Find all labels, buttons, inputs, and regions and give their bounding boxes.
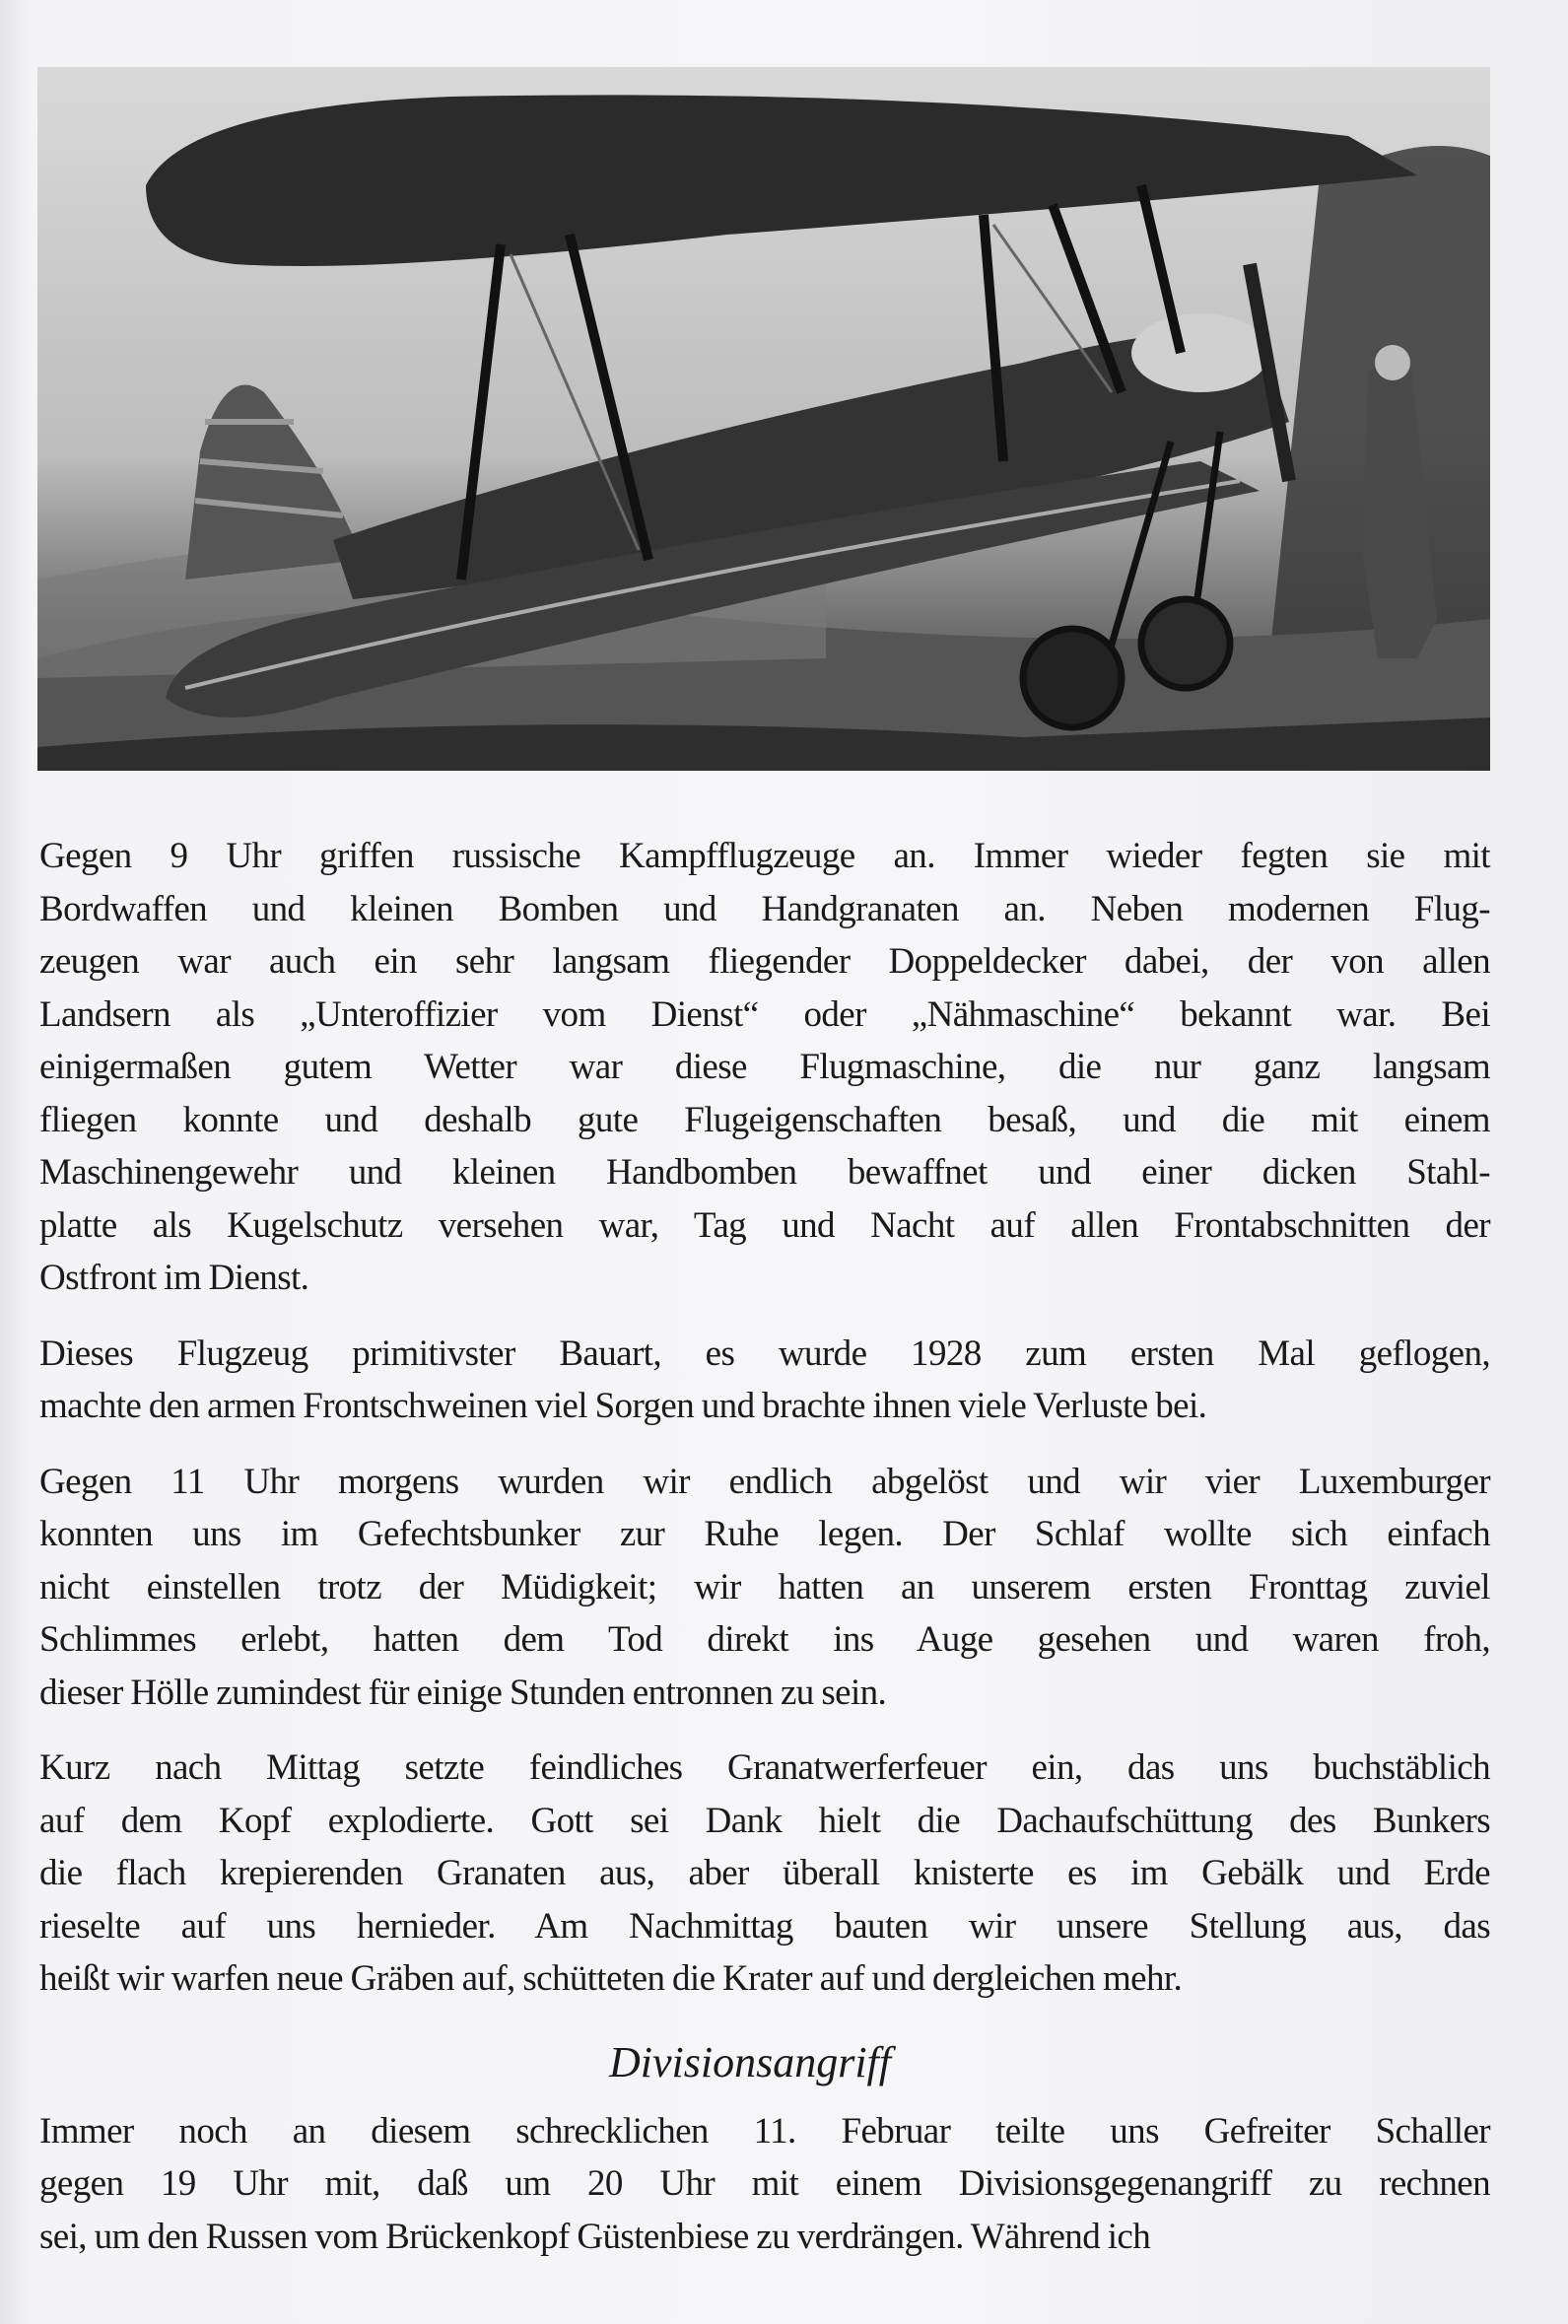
biplane-photograph — [37, 67, 1490, 771]
text-line: gegen 19 Uhr mit, daß um 20 Uhr mit einem Divisionsgegenangriff zu rechnen — [39, 2163, 1490, 2204]
paragraph — [39, 1742, 1490, 2006]
text-line: Bordwaffen und kleinen Bomben und Handgranaten an. Neben modernen Flug- — [39, 888, 1490, 929]
text-line: dieser Hölle zumindest für einige Stunden entronnen zu sein. — [39, 1672, 887, 1713]
text-line: Maschinengewehr und kleinen Handbomben bewaffnet und einer dicken Stahl- — [39, 1152, 1490, 1193]
text-line: fliegen konnte und deshalb gute Flugeigenschaften besaß, und die mit einem — [39, 1099, 1490, 1140]
text-line: einigermaßen gutem Wetter war diese Flugmaschine, die nur ganz langsam — [39, 1047, 1490, 1087]
paragraph — [39, 1328, 1490, 1433]
biplane-photo-image — [37, 67, 1490, 771]
text-line: die flach krepierenden Granaten aus, aber überall knisterte es im Gebälk und Erde — [39, 1853, 1490, 1893]
section-heading: Divisionsangriff — [608, 2037, 892, 2086]
text-line: Gegen 9 Uhr griffen russische Kampfflugzeuge an. Immer wieder fegten sie mit — [39, 836, 1490, 876]
text-line: Schlimmes erlebt, hatten dem Tod direkt ins Auge gesehen und waren froh, — [39, 1619, 1490, 1660]
text-line: konnten uns im Gefechtsbunker zur Ruhe legen. Der Schlaf wollte sich einfach — [39, 1514, 1490, 1554]
text-line: rieselte auf uns hernieder. Am Nachmittag bauten wir unsere Stellung aus, das — [39, 1905, 1490, 1947]
text-line: Landsern als „Unteroffizier vom Dienst“ oder „Nähmaschine“ bekannt war. Bei — [39, 993, 1490, 1035]
text-line: sei, um den Russen vom Brückenkopf Güstenbiese zu verdrängen. Während ich — [39, 2216, 1151, 2257]
paragraph — [39, 830, 1490, 1305]
text-line: Dieses Flugzeug primitivster Bauart, es wurde 1928 zum ersten Mal geflogen, — [39, 1333, 1490, 1374]
paragraph — [39, 1456, 1490, 1720]
text-line: zeugen war auch ein sehr langsam fliegender Doppeldecker dabei, der von allen — [39, 941, 1490, 982]
text-line: heißt wir warfen neue Gräben auf, schütteten die Krater auf und dergleichen mehr. — [39, 1958, 1183, 1999]
text-line: nicht einstellen trotz der Müdigkeit; wir hatten an unserem ersten Fronttag zuviel — [39, 1566, 1490, 1607]
text-line: Ostfront im Dienst. — [39, 1258, 309, 1298]
text-line: Kurz nach Mittag setzte feindliches Granatwerferfeuer ein, das uns buchstäblich — [39, 1747, 1490, 1788]
text-line: platte als Kugelschutz versehen war, Tag und Nacht auf allen Frontabschnitten der — [39, 1204, 1490, 1246]
text-line: Immer noch an diesem schrecklichen 11. Februar teilte uns Gefreiter Schaller — [39, 2110, 1490, 2152]
text-line: machte den armen Frontschweinen viel Sorgen und brachte ihnen viele Verluste bei. — [39, 1386, 1207, 1426]
body-text — [39, 830, 1490, 2286]
paragraph — [39, 2105, 1490, 2264]
text-line: auf dem Kopf explodierte. Gott sei Dank hielt die Dachaufschüttung des Bunkers — [39, 1800, 1490, 1841]
text-line: Gegen 11 Uhr morgens wurden wir endlich abgelöst und wir vier Luxemburger — [39, 1461, 1490, 1502]
